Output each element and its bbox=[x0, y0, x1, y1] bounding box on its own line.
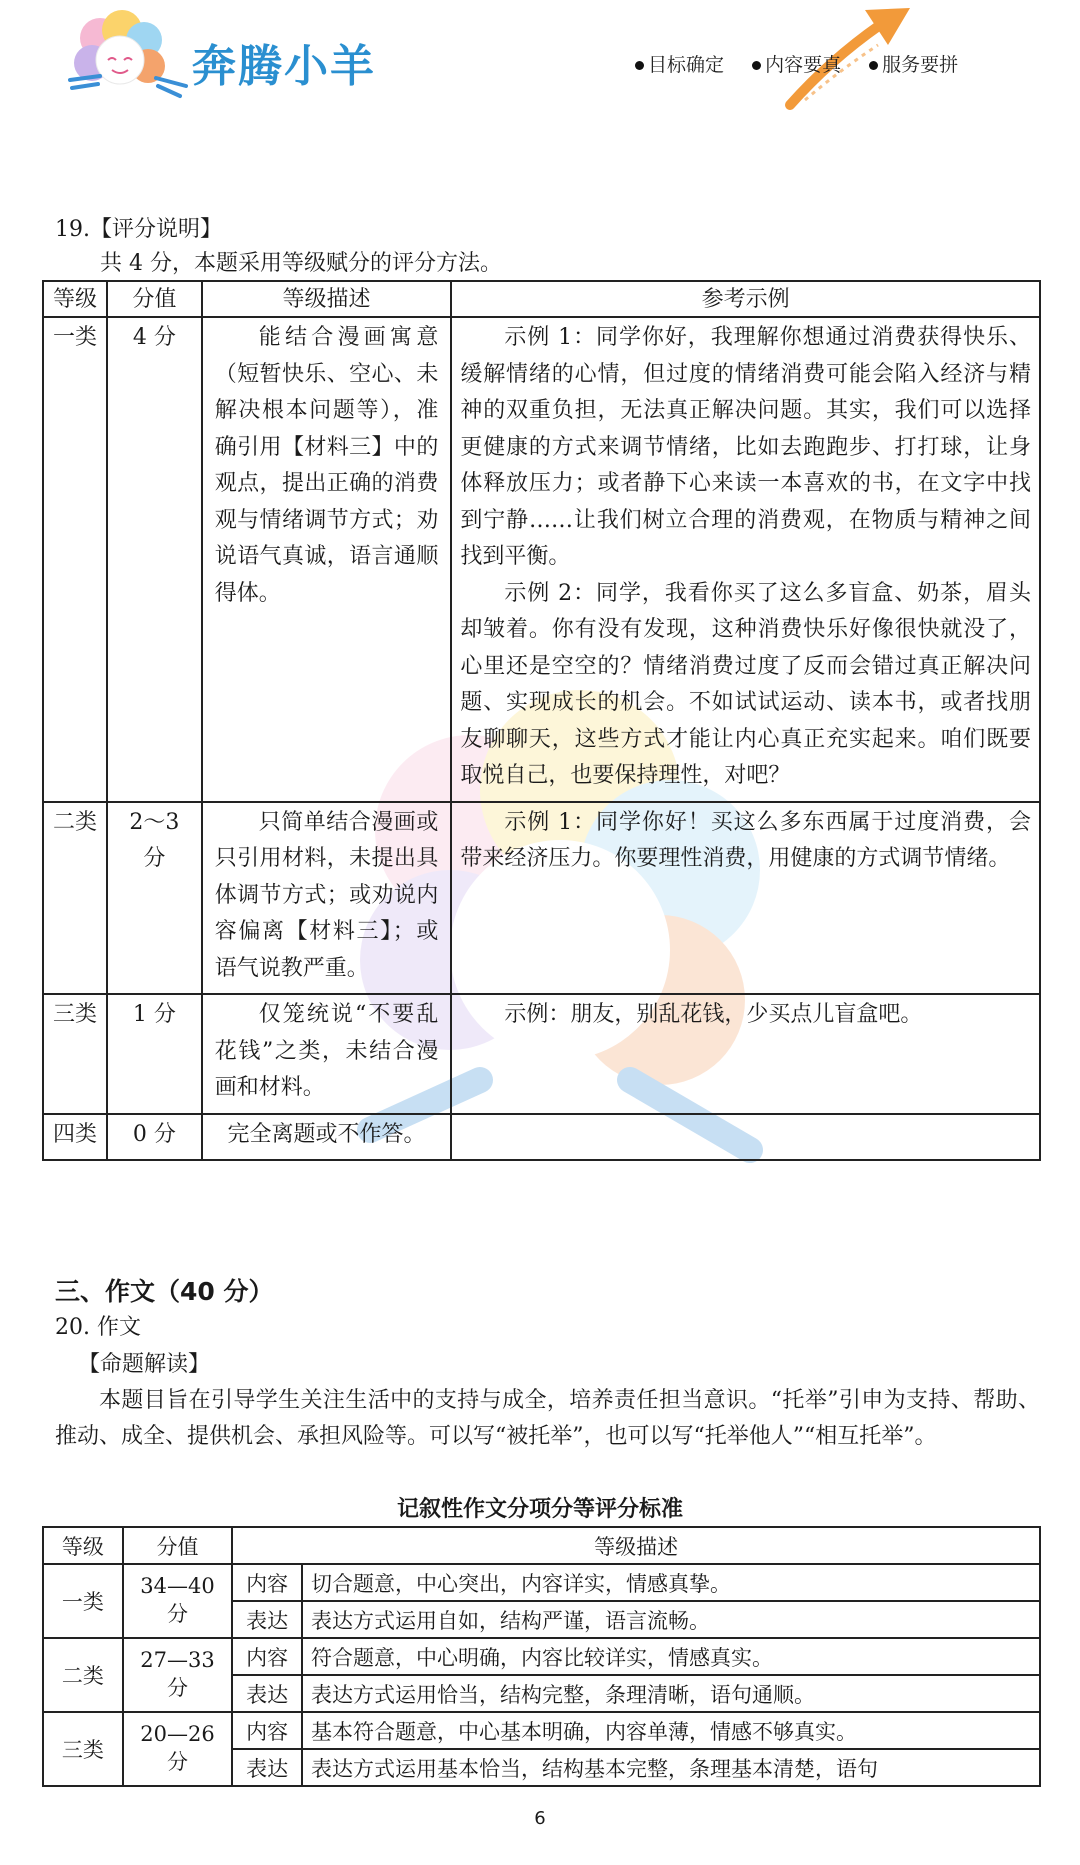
page-header bbox=[0, 0, 1080, 120]
rubric-title: 记叙性作文分项分等评分标准 bbox=[396, 1497, 683, 1522]
table-row bbox=[43, 802, 1040, 995]
description-cell: 完全离题或不作答。 bbox=[202, 1114, 452, 1161]
level-cell: 一类 bbox=[43, 317, 107, 802]
score-cell: 27—33 分 bbox=[123, 1638, 233, 1712]
example-text: 示例 2：同学，我看你买了这么多盲盒、奶茶，眉头却皱着。你有没有发现，这种消费快乐好像很快就没了，心里还是空空的？情绪消费过度了反而会错过真正解决问题、实现成长的机会。不如试试运动、读本书，或者找朋友聊聊天，这些方式才能让内心真正充实起来。咱们既要取悦自己，也要保持理性，对吧？ bbox=[460, 580, 1031, 788]
table-header-row bbox=[43, 1527, 1040, 1564]
example-cell bbox=[451, 802, 1040, 995]
column-header: 等级描述 bbox=[202, 281, 452, 317]
level-cell: 三类 bbox=[43, 994, 107, 1114]
aspect-cell: 内容 bbox=[232, 1712, 302, 1749]
level-cell: 二类 bbox=[43, 1638, 123, 1712]
aspect-cell: 内容 bbox=[232, 1638, 302, 1675]
q19-scoring-table bbox=[42, 280, 1041, 1161]
description-cell: 表达方式运用基本恰当，结构基本完整，条理基本清楚，语句 bbox=[302, 1749, 1040, 1786]
table-row bbox=[43, 1638, 1040, 1675]
score-cell: 34—40 分 bbox=[123, 1564, 233, 1638]
column-header: 分值 bbox=[107, 281, 202, 317]
aspect-cell: 表达 bbox=[232, 1601, 302, 1638]
column-header: 分值 bbox=[123, 1527, 233, 1564]
table-row bbox=[43, 994, 1040, 1114]
description-cell: 仅笼统说“不要乱花钱”之类，未结合漫画和材料。 bbox=[202, 994, 452, 1114]
aspect-cell: 表达 bbox=[232, 1749, 302, 1786]
example-cell bbox=[451, 994, 1040, 1114]
level-cell: 二类 bbox=[43, 802, 107, 995]
description-cell: 基本符合题意，中心基本明确，内容单薄，情感不够真实。 bbox=[302, 1712, 1040, 1749]
q20-subheading: 【命题解读】 bbox=[78, 1352, 211, 1377]
score-cell: 2～3 分 bbox=[107, 802, 202, 995]
essay-rubric-table bbox=[42, 1526, 1041, 1787]
column-header: 等级 bbox=[43, 1527, 123, 1564]
example-text: 示例：朋友，别乱花钱，少买点儿盲盒吧。 bbox=[504, 1002, 923, 1027]
aspect-cell: 内容 bbox=[232, 1564, 302, 1601]
slogan-tags bbox=[635, 50, 980, 77]
level-cell: 四类 bbox=[43, 1114, 107, 1161]
q20-interpretation: 本题目旨在引导学生关注生活中的支持与成全，培养责任担当意识。“托举”引申为支持、帮助、推动、成全、提供机会、承担风险等。可以写“被托举”，也可以写“托举他人”“相互托举”。 bbox=[55, 1388, 1040, 1449]
table-row bbox=[43, 317, 1040, 802]
level-cell: 一类 bbox=[43, 1564, 123, 1638]
q20-title: 20. 作文 bbox=[55, 1315, 141, 1340]
slogan-tag: 内容要真 bbox=[752, 54, 841, 76]
slogan-tag: 服务要拼 bbox=[869, 54, 958, 76]
q19-intro: 共 4 分，本题采用等级赋分的评分方法。 bbox=[100, 251, 502, 276]
description-cell: 能结合漫画寓意（短暂快乐、空心、未解决根本问题等），准确引用【材料三】中的观点，提出正确的消费观与情绪调节方式；劝说语气真诚，语言通顺得体。 bbox=[202, 317, 452, 802]
aspect-cell: 表达 bbox=[232, 1675, 302, 1712]
sheep-logo-icon bbox=[60, 8, 200, 103]
description-cell: 表达方式运用自如，结构严谨，语言流畅。 bbox=[302, 1601, 1040, 1638]
example-text: 示例 1：同学你好！买这么多东西属于过度消费，会带来经济压力。你要理性消费，用健康的方式调节情绪。 bbox=[460, 809, 1031, 871]
example-cell bbox=[451, 317, 1040, 802]
page-number: 6 bbox=[534, 1808, 546, 1829]
section-heading: 三、作文（40 分） bbox=[55, 1277, 274, 1306]
slogan-tag: 目标确定 bbox=[635, 54, 724, 76]
column-header: 参考示例 bbox=[451, 281, 1040, 317]
description-cell: 符合题意，中心明确，内容比较详实，情感真实。 bbox=[302, 1638, 1040, 1675]
example-text: 示例 1：同学你好，我理解你想通过消费获得快乐、缓解情绪的心情，但过度的情绪消费可能会陷入经济与精神的双重负担，无法真正解决问题。其实，我们可以选择更健康的方式来调节情绪，比如去跑跑步、打打球，让身体释放压力；或者静下心来读一本喜欢的书，在文字中找到宁静……让我们树立合理的消费观，在物质与精神之间找到平衡。 bbox=[460, 325, 1031, 569]
column-header: 等级描述 bbox=[232, 1527, 1040, 1564]
score-cell: 4 分 bbox=[107, 317, 202, 802]
column-header: 等级 bbox=[43, 281, 107, 317]
q19-title: 19.【评分说明】 bbox=[55, 217, 222, 242]
table-row bbox=[43, 1564, 1040, 1601]
score-cell: 1 分 bbox=[107, 994, 202, 1114]
score-cell: 20—26 分 bbox=[123, 1712, 233, 1786]
example-cell bbox=[451, 1114, 1040, 1161]
level-cell: 三类 bbox=[43, 1712, 123, 1786]
description-cell: 切合题意，中心突出，内容详实，情感真挚。 bbox=[302, 1564, 1040, 1601]
table-row bbox=[43, 1114, 1040, 1161]
score-cell: 0 分 bbox=[107, 1114, 202, 1161]
brand-name: 奔腾小羊 bbox=[192, 41, 376, 92]
description-cell: 只简单结合漫画或只引用材料，未提出具体调节方式；或劝说内容偏离【材料三】；或语气说教严重。 bbox=[202, 802, 452, 995]
table-header-row bbox=[43, 281, 1040, 317]
description-cell: 表达方式运用恰当，结构完整，条理清晰，语句通顺。 bbox=[302, 1675, 1040, 1712]
table-row bbox=[43, 1712, 1040, 1749]
